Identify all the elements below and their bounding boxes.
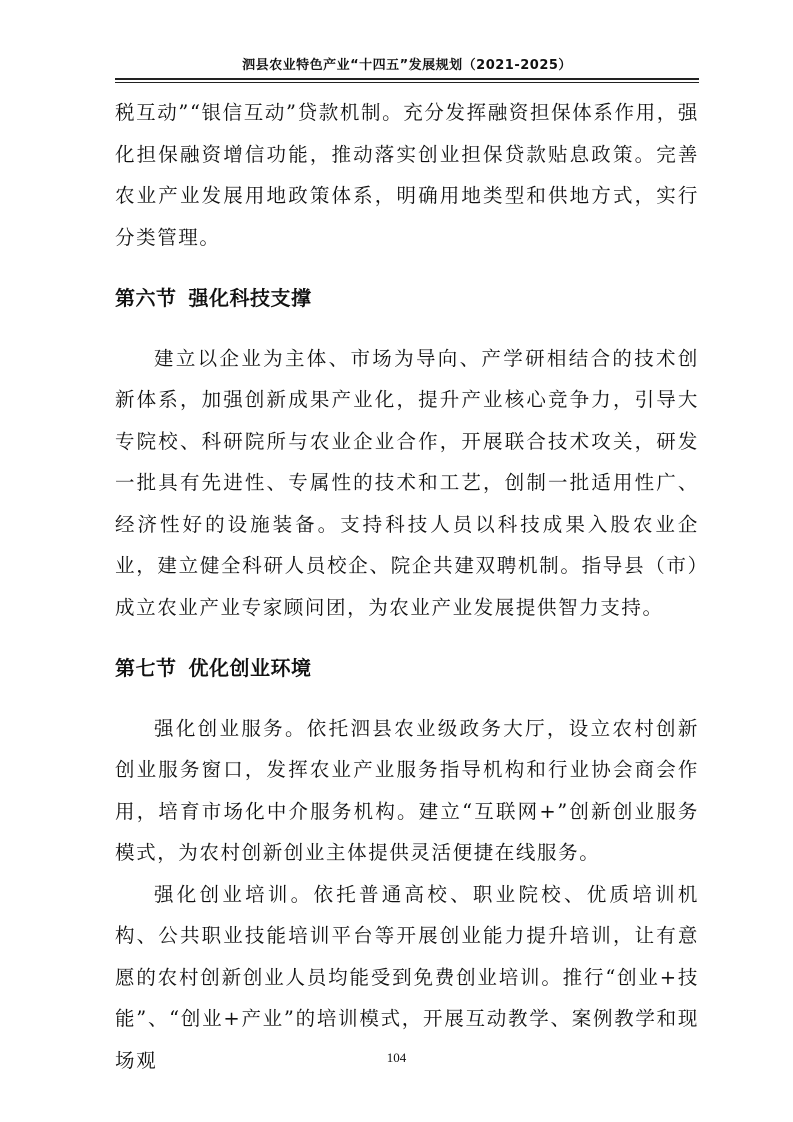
document-header: 泗县农业特色产业“十四五”发展规划（2021-2025） <box>242 58 572 73</box>
section-7-paragraph-1: 强化创业服务。依托泗县农业级政务大厅，设立农村创新创业服务窗口，发挥农业产业服务指导机构和行业协会商会作用，培育市场化中介服务机构。建立“互联网+”创新创业服务模式，为农村创新创业主体提供灵活便捷在线服务。 <box>115 716 699 864</box>
section-6-title: 强化科技支撑 <box>188 286 312 310</box>
section-7-number: 第七节 <box>115 656 177 680</box>
section-7-title: 优化创业环境 <box>188 656 312 680</box>
section-7-paragraph-2: 强化创业培训。依托普通高校、职业院校、优质培训机构、公共职业技能培训平台等开展创业能力提升培训，让有意愿的农村创新创业人员均能受到免费创业培训。推行“创业+技能”、“创业+产业”的培训模式，开展互动教学、案例教学和现场观 <box>115 882 699 1072</box>
section-6-number: 第六节 <box>115 286 177 310</box>
page-number: 104 <box>386 1050 407 1065</box>
section-6-heading <box>115 278 699 320</box>
page-content <box>115 92 699 1081</box>
header-rule-thick <box>115 78 699 80</box>
section-6-paragraph: 建立以企业为主体、市场为导向、产学研相结合的技术创新体系，加强创新成果产业化，提升产业核心竞争力，引导大专院校、科研院所与农业企业合作，开展联合技术攻关，研发一批具有先进性、专属性的技术和工艺，创制一批适用性广、经济性好的设施装备。支持科技人员以科技成果入股农业企业，建立健全科研人员校企、院企共建双聘机制。指导县（市）成立农业产业专家顾问团，为农业产业发展提供智力支持。 <box>115 346 699 619</box>
section-7-heading <box>115 648 699 690</box>
header-rule-thin <box>115 82 699 83</box>
continuation-paragraph: 税互动”“银信互动”贷款机制。充分发挥融资担保体系作用，强化担保融资增信功能，推动落实创业担保贷款贴息政策。完善农业产业发展用地政策体系，明确用地类型和供地方式，实行分类管理。 <box>115 101 699 249</box>
